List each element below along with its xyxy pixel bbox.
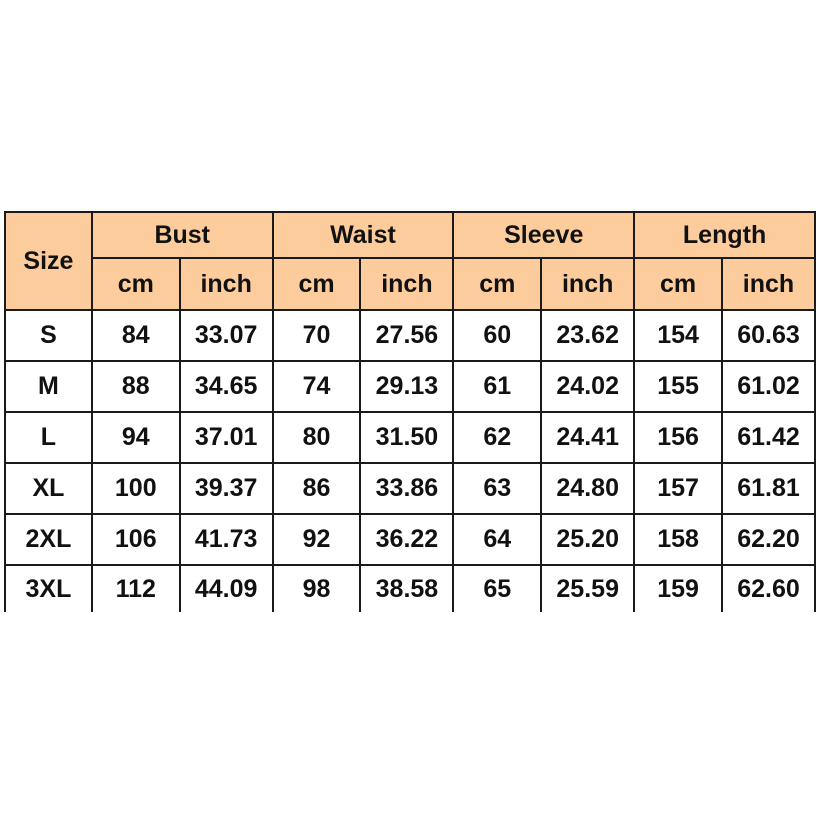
waist-cm-cell: 92 — [273, 514, 361, 565]
sleeve-inch-cell: 23.62 — [541, 310, 634, 361]
length-inch-cell: 60.63 — [722, 310, 815, 361]
waist-header: Waist — [273, 212, 454, 258]
bust-header: Bust — [92, 212, 273, 258]
bust-cm-header: cm — [92, 258, 180, 310]
table-row — [5, 412, 815, 463]
waist-inch-cell: 33.86 — [360, 463, 453, 514]
table-row — [5, 514, 815, 565]
sleeve-cm-cell: 65 — [453, 565, 541, 612]
length-cm-cell: 157 — [634, 463, 722, 514]
size-cell: XL — [5, 463, 92, 514]
size-cell: M — [5, 361, 92, 412]
bust-cm-cell: 112 — [92, 565, 180, 612]
sleeve-inch-cell: 24.02 — [541, 361, 634, 412]
bust-cm-cell: 94 — [92, 412, 180, 463]
sleeve-header: Sleeve — [453, 212, 634, 258]
length-cm-cell: 155 — [634, 361, 722, 412]
bust-inch-cell: 41.73 — [180, 514, 273, 565]
sleeve-cm-header: cm — [453, 258, 541, 310]
sleeve-cm-cell: 64 — [453, 514, 541, 565]
bust-inch-cell: 39.37 — [180, 463, 273, 514]
size-cell: 3XL — [5, 565, 92, 612]
sleeve-inch-cell: 24.80 — [541, 463, 634, 514]
sleeve-inch-cell: 24.41 — [541, 412, 634, 463]
waist-inch-cell: 29.13 — [360, 361, 453, 412]
waist-inch-header: inch — [360, 258, 453, 310]
length-inch-cell: 61.02 — [722, 361, 815, 412]
sleeve-inch-cell: 25.59 — [541, 565, 634, 612]
bust-inch-cell: 37.01 — [180, 412, 273, 463]
table-row — [5, 310, 815, 361]
size-header: Size — [5, 212, 92, 310]
bust-cm-cell: 106 — [92, 514, 180, 565]
table-row — [5, 361, 815, 412]
length-cm-cell: 159 — [634, 565, 722, 612]
header-unit-row — [5, 258, 815, 310]
bust-cm-cell: 100 — [92, 463, 180, 514]
waist-cm-cell: 74 — [273, 361, 361, 412]
sleeve-cm-cell: 63 — [453, 463, 541, 514]
size-cell: L — [5, 412, 92, 463]
sleeve-cm-cell: 61 — [453, 361, 541, 412]
sleeve-inch-header: inch — [541, 258, 634, 310]
length-inch-cell: 61.81 — [722, 463, 815, 514]
header-group-row — [5, 212, 815, 258]
bust-cm-cell: 88 — [92, 361, 180, 412]
length-cm-cell: 154 — [634, 310, 722, 361]
waist-cm-header: cm — [273, 258, 361, 310]
waist-inch-cell: 31.50 — [360, 412, 453, 463]
length-inch-cell: 62.60 — [722, 565, 815, 612]
length-inch-header: inch — [722, 258, 815, 310]
sleeve-cm-cell: 60 — [453, 310, 541, 361]
sleeve-inch-cell: 25.20 — [541, 514, 634, 565]
length-cm-cell: 158 — [634, 514, 722, 565]
sleeve-cm-cell: 62 — [453, 412, 541, 463]
bust-inch-cell: 44.09 — [180, 565, 273, 612]
size-cell: 2XL — [5, 514, 92, 565]
table-row — [5, 565, 815, 612]
bust-inch-header: inch — [180, 258, 273, 310]
table-row — [5, 463, 815, 514]
waist-inch-cell: 36.22 — [360, 514, 453, 565]
waist-cm-cell: 86 — [273, 463, 361, 514]
length-cm-cell: 156 — [634, 412, 722, 463]
waist-cm-cell: 80 — [273, 412, 361, 463]
length-inch-cell: 62.20 — [722, 514, 815, 565]
length-header: Length — [634, 212, 815, 258]
length-cm-header: cm — [634, 258, 722, 310]
waist-cm-cell: 70 — [273, 310, 361, 361]
waist-cm-cell: 98 — [273, 565, 361, 612]
waist-inch-cell: 27.56 — [360, 310, 453, 361]
length-inch-cell: 61.42 — [722, 412, 815, 463]
size-chart-table — [4, 211, 816, 612]
bust-inch-cell: 33.07 — [180, 310, 273, 361]
bust-inch-cell: 34.65 — [180, 361, 273, 412]
size-cell: S — [5, 310, 92, 361]
waist-inch-cell: 38.58 — [360, 565, 453, 612]
bust-cm-cell: 84 — [92, 310, 180, 361]
